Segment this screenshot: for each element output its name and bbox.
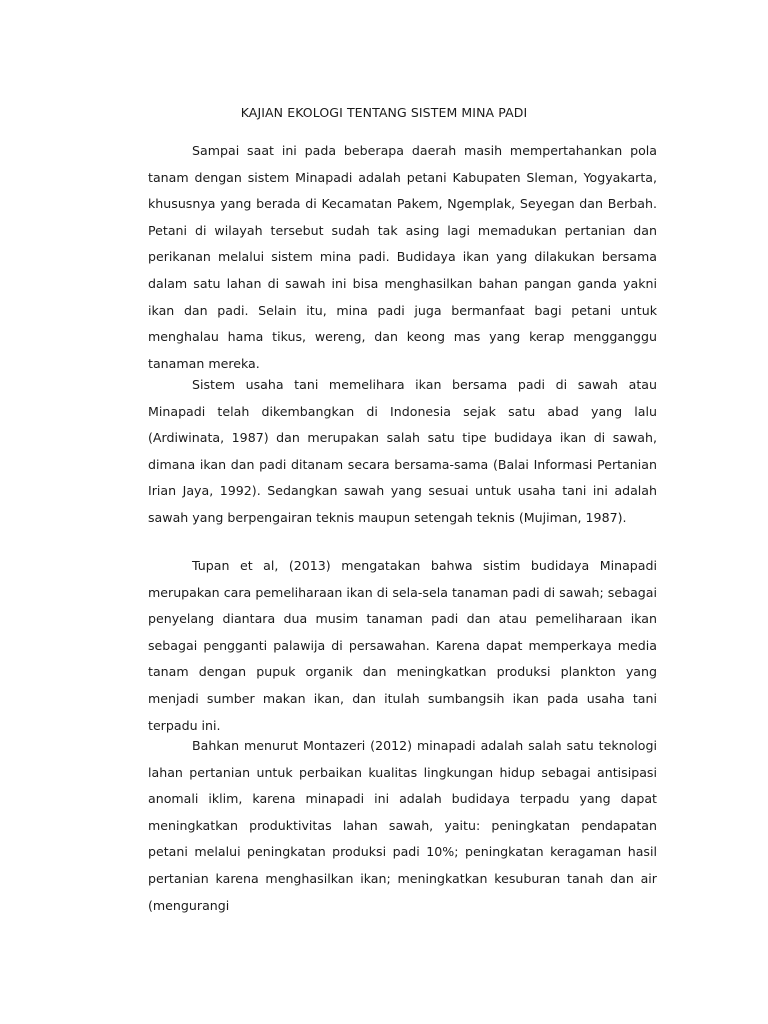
paragraph-2: Sistem usaha tani memelihara ikan bersama padi di sawah atau Minapadi telah dikembangkan di Indonesia sejak satu abad yang lalu (Ardiwinata, 1987) dan merupakan salah satu tipe budidaya ikan di sawah, dimana ikan dan padi ditanam secara bersama-sama (Balai Informasi Pertanian Irian Jaya, 1992). Sedangkan sawah yang sesuai untuk usaha tani ini adalah sawah yang berpengairan teknis maupun setengah teknis (Mujiman, 1987). bbox=[148, 377, 657, 525]
paragraph-4: Bahkan menurut Montazeri (2012) minapadi adalah salah satu teknologi lahan pertanian untuk perbaikan kualitas lingkungan hidup sebagai antisipasi anomali iklim, karena minapadi ini adalah budidaya terpadu yang dapat meningkatkan produktivitas lahan sawah, yaitu: peningkatan pendapatan petani melalui peningkatan produksi padi 10%; peningkatan keragaman hasil pertanian karena menghasilkan ikan; meningkatkan kesuburan tanah dan air (mengurangi bbox=[148, 738, 657, 913]
paragraph-3: Tupan et al, (2013) mengatakan bahwa sistim budidaya Minapadi merupakan cara pemeliharaan ikan di sela-sela tanaman padi di sawah; sebagai penyelang diantara dua musim tanaman padi dan atau pemeliharaan ikan sebagai pengganti palawija di persawahan. Karena dapat memperkaya media tanam dengan pupuk organik dan meningkatkan produksi plankton yang menjadi sumber makan ikan, dan itulah sumbangsih ikan pada usaha tani terpadu ini. bbox=[148, 558, 657, 733]
document-title: KAJIAN EKOLOGI TENTANG SISTEM MINA PADI bbox=[240, 105, 528, 120]
paragraph-1: Sampai saat ini pada beberapa daerah masih mempertahankan pola tanam dengan sistem Minapadi adalah petani Kabupaten Sleman, Yogyakarta, khususnya yang berada di Kecamatan Pakem, Ngemplak, Seyegan dan Berbah. Petani di wilayah tersebut sudah tak asing lagi memadukan pertanian dan perikanan melalui sistem mina padi. Budidaya ikan yang dilakukan bersama dalam satu lahan di sawah ini bisa menghasilkan bahan pangan ganda yakni ikan dan padi. Selain itu, mina padi juga bermanfaat bagi petani untuk menghalau hama tikus, wereng, dan keong mas yang kerap mengganggu tanaman mereka. bbox=[148, 143, 657, 371]
